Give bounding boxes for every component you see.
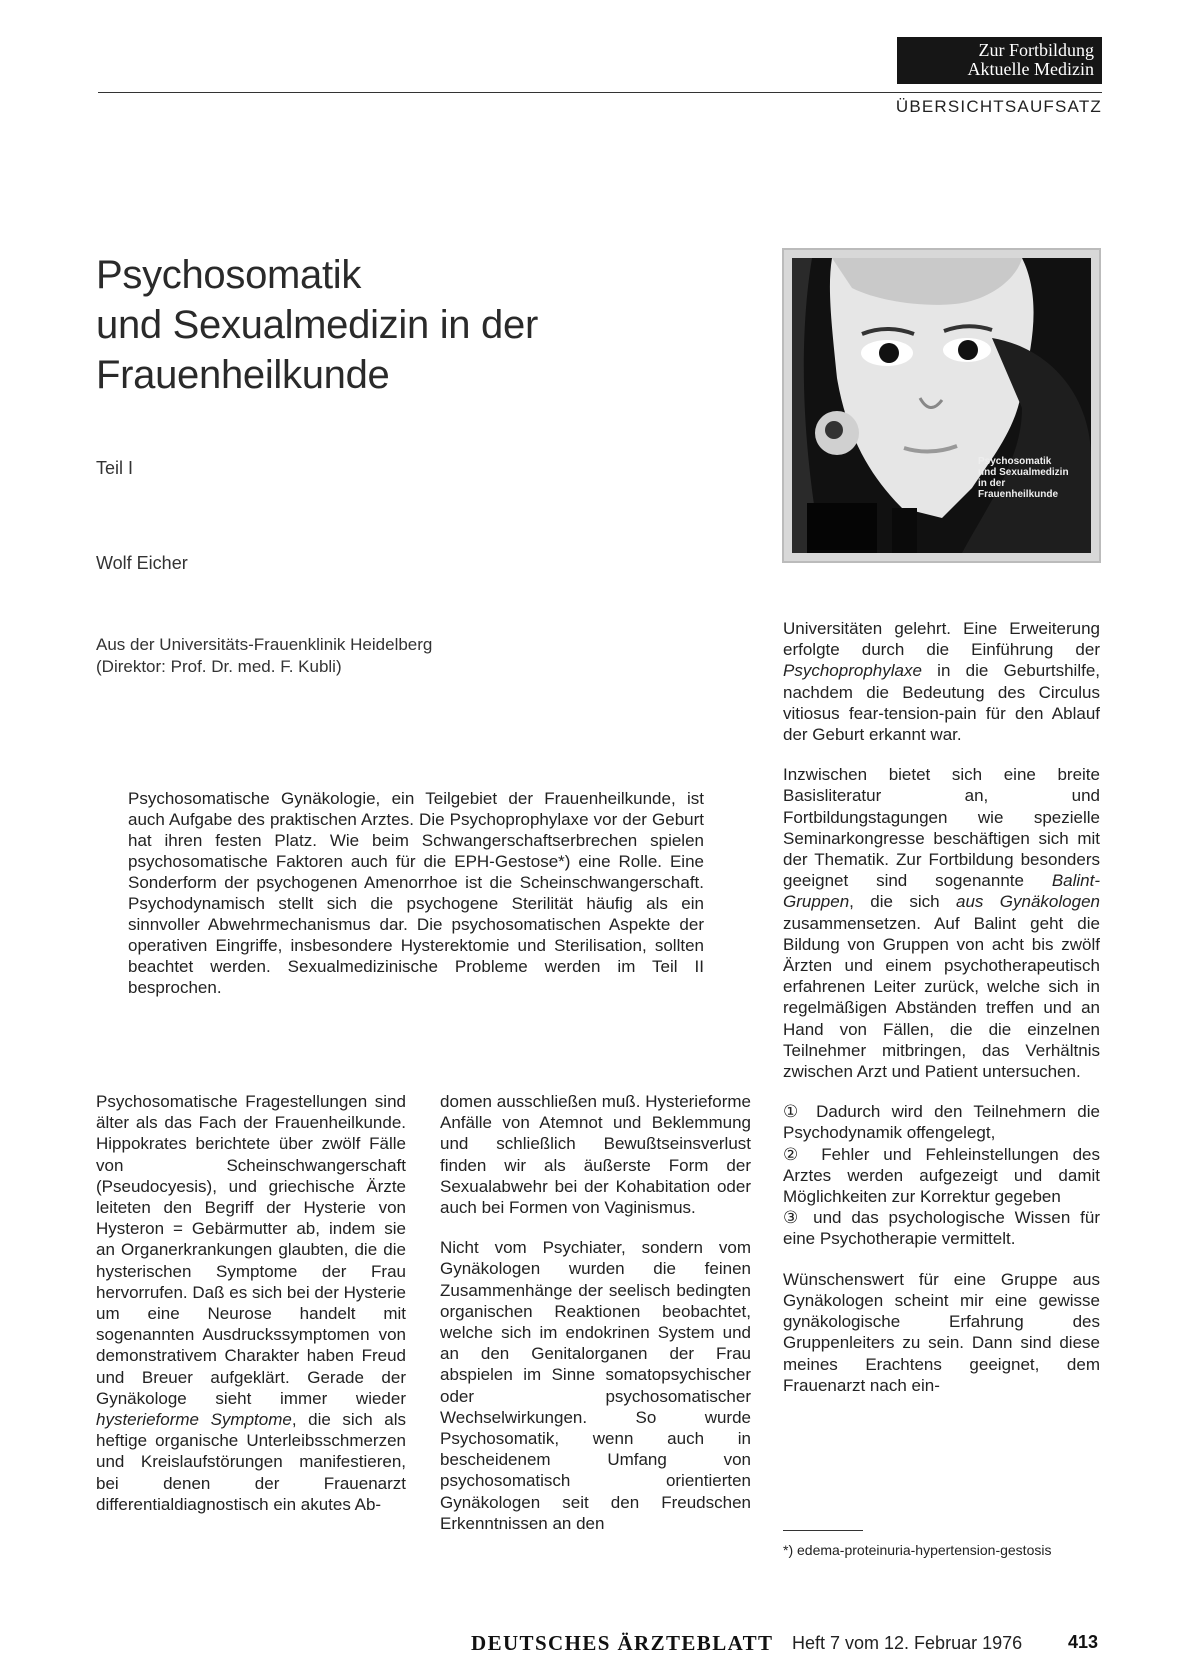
text-run: Inzwischen bietet sich eine breite Basisliteratur an, und Fortbildungstagungen wie spezielle Seminarkongresse beschäftigen sich mit der Thematik. Zur Fortbildung besonders geeignet sind sogenannte [783,765,1100,891]
text-run: , die sich als heftige organische Unterleibsschmerzen und Kreislaufstörungen manifestieren, bei denen der Frauenarzt differentialdiagnostisch ein akutes Ab- [96,1410,406,1514]
article-title [96,250,538,400]
affiliation-line-2: (Direktor: Prof. Dr. med. F. Kubli) [96,657,342,676]
body-column-1 [96,1091,406,1534]
paragraph [96,1091,406,1515]
paragraph: Nicht vom Psychiater, sondern vom Gynäkologen wurden die feinen Zusammenhänge der seelisch bedingten organischen Reaktionen beobachtet, welche sich im endokrinen System und an den Genitalorganen der Frau abspielen im Sinne somatopsychischer oder psychosomatischer Wechselwirkungen. So wurde Psychosomatik, wenn auch in bescheidenem Umfang von psychosomatisch orientierten Gynäkologen seit den Freudschen Erkenntnissen an den [440,1238,751,1533]
photo-caption-line-1: Psychosomatik [978,456,1052,467]
paragraph: Wünschenswert für eine Gruppe aus Gynäkologen scheint mir eine gewisse gynäkologische Erfahrung des Gruppenleiters zu sein. Dann sind diese meines Erachtens geeignet, dem Frauenarzt nach ein- [783,1269,1100,1395]
badge-line-1: Zur Fortbildung [978,40,1094,60]
abstract: Psychosomatische Gynäkologie, ein Teilgebiet der Frauenheilkunde, ist auch Aufgabe des praktischen Arztes. Die Psychoprophylaxe vor der Geburt hat ihren festen Platz. Wie beim Schwangerschaftserbrechen spielen psychosomatische Faktoren auch für die EPH-Gestose*) eine Rolle. Eine Sonderform der psychogenen Amenorrhoe ist die Scheinschwangerschaft. Psychodynamisch stellt sich die psychogene Sterilität häufig als ein sinnvoller Abwehrmechanismus dar. Die psychosomatischen Aspekte der operativen Eingriffe, insbesondere Hysterektomie und Sterilisation, sollten beachtet werden. Sexualmedizinische Probleme werden im Teil II besprochen. [128,789,704,997]
photo-caption-line-3: in der [978,478,1006,489]
list-item: ① Dadurch wird den Teilnehmern die Psychodynamik offengelegt, [783,1102,1100,1143]
face-illustration [792,258,1091,553]
emphasis: aus Gynäkologen [956,892,1100,912]
emphasis: Psychoprophylaxe [783,661,922,681]
cover-photo [782,248,1101,563]
badge-line-2: Aktuelle Medizin [967,59,1094,79]
text-run: zusammensetzen. Auf Balint geht die Bildung von Gruppen von acht bis zwölf Ärzten und einem psychotherapeutisch erfahrenen Leiter zurück, welche sich in regelmäßigen Abständen treffen und an Hand von Fällen, die die einzelnen Teilnehmer mitbringen, das Verhältnis zwischen Arzt und Patient untersuchen. [783,913,1100,1082]
photo-image [792,258,1091,553]
paragraph: domen ausschließen muß. Hysterieforme Anfälle von Atemnot und Beklemmung und schließlich Bewußtseinsverlust finden wir als äußerste Form der Sexualabwehr bei der Kohabitation oder auch bei Formen von Vaginismus. [440,1092,751,1218]
paragraph [783,618,1100,745]
paragraph [783,764,1100,1082]
photo-caption-line-2: und Sexualmedizin [978,467,1069,478]
text-run: , die sich [849,892,956,912]
title-line-1: Psychosomatik [96,253,362,297]
affiliation-line-1: Aus der Universitäts-Frauenklinik Heidelberg [96,635,433,654]
affiliation [96,634,432,678]
text-run: Psychosomatische Fragestellungen sind älter als das Fach der Frauenheilkunde. Hippokrates berichtete über zwölf Fälle von Scheinschwangerschaft (Pseudocyesis), und griechische Ärzte leiteten den Begriff der Hysterie von Hysteron = Gebärmutter ab, indem sie an Organerkrankungen glaubten, die die hysterischen Symptome der Frau hervorrufen. Daß es sich bei der Hysterie um eine Neurose handelt mit sogenannten Ausdruckssymptomen von demonstrativem Charakter haben Freud und Breuer aufgeklärt. Gerade der Gynäkologe sieht immer wieder [96,1092,406,1408]
footnote-rule [783,1530,863,1531]
section-label: ÜBERSICHTSAUFSATZ [895,97,1102,116]
header-rule [98,92,1102,93]
photo-caption [978,456,1069,500]
page-number: 413 [1068,1632,1099,1652]
footnote: *) edema-proteinuria-hypertension-gestosis [783,1542,1052,1558]
category-badge [897,37,1102,84]
emphasis: Balint-Gruppen [783,871,1100,912]
photo-caption-line-4: Frauenheilkunde [978,489,1059,500]
list-item: ② Fehler und Fehleinstellungen des Arztes werden aufgezeigt und damit Möglichkeiten zur Korrektur gegeben [783,1144,1100,1207]
text-run: in die Geburtshilfe, nachdem die Bedeutung des Circulus vitiosus fear-tension-pain für den Ablauf der Geburt erkannt war. [783,661,1100,745]
title-line-2: und Sexualmedizin in der [96,303,538,347]
journal-name: DEUTSCHES ÄRZTEBLATT [471,1631,774,1655]
body-column-2 [440,1091,751,1553]
title-line-3: Frauenheilkunde [96,353,390,397]
issue-info: Heft 7 vom 12. Februar 1976 [792,1633,1023,1653]
body-column-3 [783,618,1100,1415]
article-part: Teil I [96,458,134,478]
text-run: Universitäten gelehrt. Eine Erweiterung erfolgte durch die Einführung der [783,619,1100,660]
emphasis: hysterieforme Symptome [96,1410,292,1430]
list-item: ③ und das psychologische Wissen für eine Psychotherapie vermittelt. [783,1208,1100,1249]
author-name: Wolf Eicher [96,553,188,573]
